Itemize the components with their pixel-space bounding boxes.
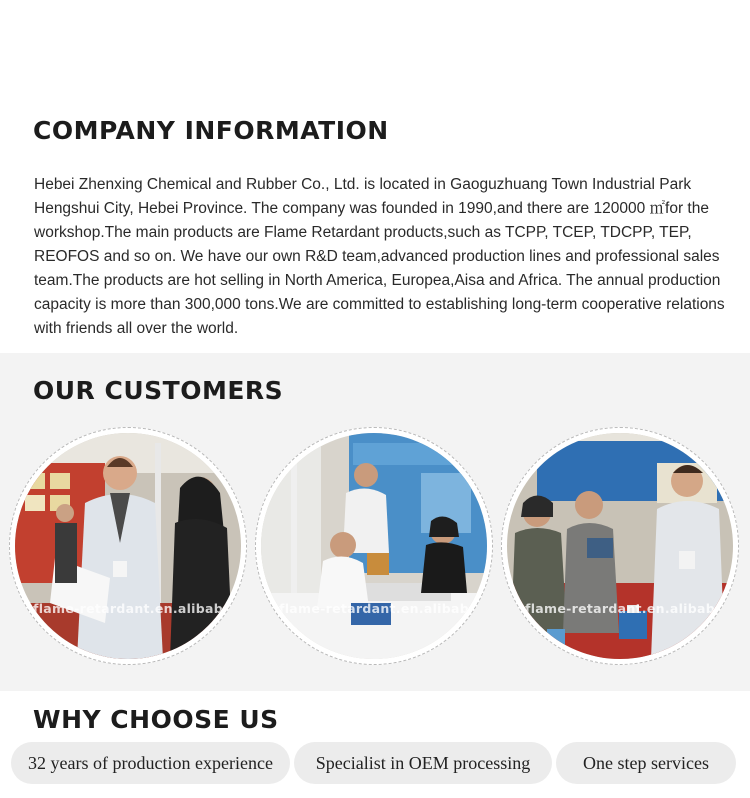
our-customers-title: OUR CUSTOMERS xyxy=(33,376,284,405)
customer-photo-1 xyxy=(9,427,247,665)
feature-pill-experience: 32 years of production experience xyxy=(11,742,290,784)
trade-show-photo-2 xyxy=(261,433,487,659)
trade-show-photo-3 xyxy=(507,433,733,659)
feature-pill-one-step: One step services xyxy=(556,742,736,784)
trade-show-photo-1 xyxy=(15,433,241,659)
customer-photo-3 xyxy=(501,427,739,665)
feature-pill-oem: Specialist in OEM processing xyxy=(294,742,552,784)
why-choose-us-title: WHY CHOOSE US xyxy=(33,705,279,734)
watermark-text: flame-retardant.en.alibab xyxy=(524,601,716,616)
company-information-title: COMPANY INFORMATION xyxy=(33,116,389,145)
company-description: Hebei Zhenxing Chemical and Rubber Co., Ltd. is located in Gaoguzhuang Town Industrial Park Hengshui City, Hebei Province. The company was founded in 1990,and there are 120000 ㎡for the workshop.The main products are Flame Retardant products,such as TCPP, TCEP, TDCPP, TEP, REOFOS and so on. We have our own R&D team,advanced production lines and professional sales team.The products are hot selling in North America, Europea,Aisa and Africa. The annual production capacity is more than 300,000 tons.We are committed to establishing long-term cooperative relations with friends all over the world. xyxy=(34,176,725,337)
customer-photo-2 xyxy=(255,427,493,665)
watermark-text: flame-retardant.en.alibab xyxy=(32,601,224,616)
watermark-text: flame-retardant.en.alibab xyxy=(278,601,470,616)
